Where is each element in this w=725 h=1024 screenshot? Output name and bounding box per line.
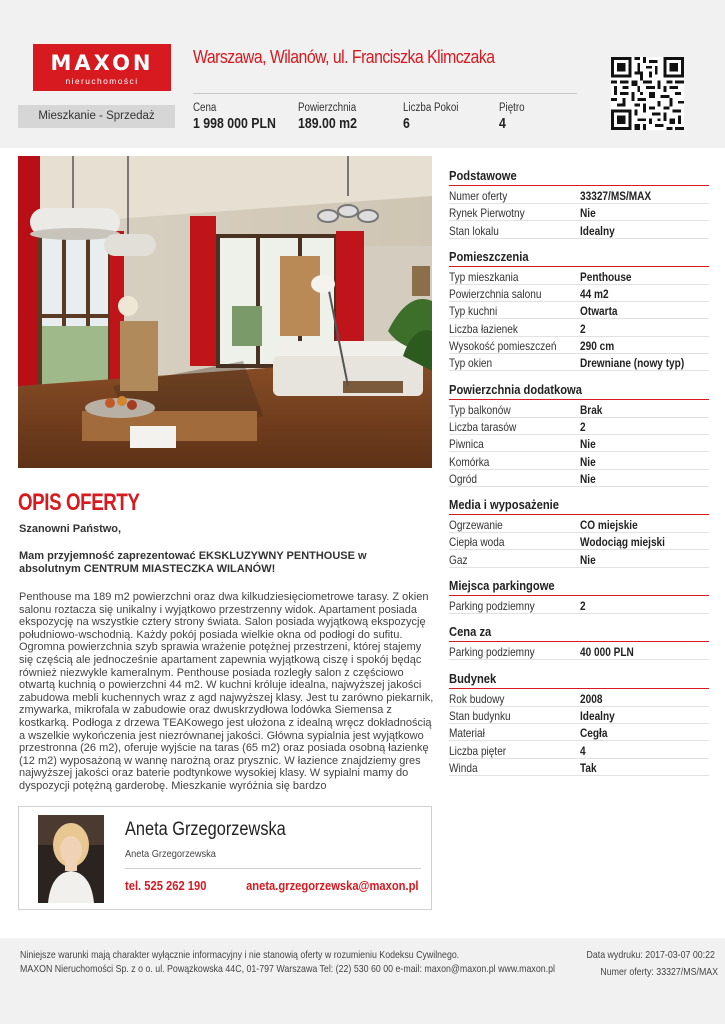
logo-wordmark: MAXON (50, 51, 154, 75)
stat-label: Liczba Pokoi (403, 102, 459, 114)
detail-row (449, 516, 709, 533)
detail-label: Liczba tarasów (449, 419, 517, 434)
detail-label: Typ balkonów (449, 402, 511, 417)
detail-row (449, 354, 709, 371)
detail-label: Komórka (449, 454, 490, 469)
detail-label: Rynek Pierwotny (449, 206, 525, 221)
detail-label: Liczba łazienek (449, 321, 518, 336)
detail-value: Drewniane (nowy typ) (580, 356, 685, 371)
agent-subtitle: Aneta Grzegorzewska (125, 848, 216, 860)
section-title: Budynek (449, 670, 497, 686)
detail-label: Powierzchnia salonu (449, 287, 542, 302)
qr-code-icon (611, 57, 684, 130)
detail-value: CO miejskie (580, 518, 638, 533)
description-greeting: Szanowni Państwo, (19, 523, 122, 535)
detail-row (449, 418, 709, 435)
detail-value: Tak (580, 760, 597, 775)
section-divider (449, 641, 709, 642)
detail-value: Nie (580, 454, 596, 469)
stat-value: 189.00 m2 (298, 116, 357, 132)
detail-row (449, 285, 709, 302)
property-details (449, 168, 709, 776)
section-title: Miejsca parkingowe (449, 578, 555, 594)
detail-value: Brak (580, 402, 603, 417)
detail-row (449, 551, 709, 568)
footer-disclaimer: Niniejsze warunki mają charakter wyłącznie informacyjny i nie stanowią oferty w rozumieniu Kodeksu Cywilnego. (20, 949, 460, 961)
stat-rooms (403, 102, 468, 132)
row-divider (449, 659, 709, 660)
detail-label: Numer oferty (449, 189, 508, 203)
detail-value: 33327/MS/MAX (580, 189, 652, 203)
detail-row (449, 643, 709, 660)
stat-price (193, 102, 291, 132)
detail-row (449, 337, 709, 354)
detail-label: Typ mieszkania (449, 269, 519, 284)
row-divider (449, 775, 709, 776)
detail-row (449, 187, 709, 204)
detail-value: Otwarta (580, 304, 618, 319)
footer-company-info: MAXON Nieruchomości Sp. z o o. ul. Powązkowska 44C, 01-797 Warszawa Tel: (22) 530 60 00 e-mail: maxon@maxon.pl www.maxon.pl (20, 963, 555, 975)
section-title: Podstawowe (449, 168, 517, 183)
listing-address: Warszawa, Wilanów, ul. Franciszka Klimczaka (193, 47, 495, 67)
detail-row (449, 707, 709, 724)
stat-label: Cena (193, 102, 217, 114)
detail-row (449, 320, 709, 337)
detail-row (449, 222, 709, 239)
property-photo[interactable] (18, 156, 432, 468)
maxon-logo[interactable] (33, 44, 171, 91)
detail-label: Materiał (449, 726, 485, 741)
row-divider (449, 613, 709, 614)
logo-tagline: nieruchomości (65, 76, 139, 86)
section-title: Media i wyposażenie (449, 497, 559, 513)
listing-type-tag: Mieszkanie - Sprzedaż (18, 105, 175, 128)
description-intro: Mam przyjemność zaprezentować EKSKLUZYWNY PENTHOUSE w absolutnym CENTRUM MIASTECZKA WILANÓW! (19, 550, 367, 575)
stat-floor (499, 102, 529, 132)
section-divider (449, 185, 709, 186)
header-divider (193, 93, 577, 94)
detail-row (449, 268, 709, 285)
detail-row (449, 724, 709, 741)
detail-value: 40 000 PLN (580, 645, 634, 660)
detail-value: 2 (580, 419, 586, 434)
detail-row (449, 453, 709, 470)
detail-value: 290 cm (580, 339, 615, 354)
agent-divider (125, 868, 421, 869)
section-title: Powierzchnia dodatkowa (449, 381, 582, 397)
detail-row (449, 401, 709, 418)
detail-row (449, 533, 709, 550)
detail-label: Piwnica (449, 437, 484, 452)
stat-value: 1 998 000 PLN (193, 116, 276, 132)
detail-value: Nie (580, 437, 596, 452)
section-title: Pomieszczenia (449, 248, 529, 264)
detail-value: Nie (580, 471, 596, 486)
stat-label: Powierzchnia (298, 102, 357, 114)
detail-value: 2 (580, 599, 586, 614)
detail-value: Wodociąg miejski (580, 535, 665, 550)
row-divider (449, 486, 709, 487)
detail-value: Idealny (580, 708, 615, 723)
detail-row (449, 435, 709, 452)
agent-phone-link[interactable]: tel. 525 262 190 (125, 878, 207, 893)
detail-value: 4 (580, 743, 586, 758)
detail-value: Cegła (580, 726, 608, 741)
detail-label: Parking podziemny (449, 645, 535, 660)
detail-label: Ciepła woda (449, 535, 505, 550)
detail-row (449, 302, 709, 319)
detail-label: Gaz (449, 552, 468, 567)
detail-value: Nie (580, 552, 596, 567)
detail-label: Ogrzewanie (449, 518, 503, 533)
detail-row (449, 470, 709, 487)
stat-label: Piętro (499, 102, 525, 114)
detail-label: Parking podziemny (449, 599, 535, 614)
detail-value: 44 m2 (580, 287, 609, 302)
description-title: OPIS OFERTY (18, 489, 140, 516)
stat-value: 6 (403, 116, 410, 132)
detail-value: Nie (580, 206, 596, 221)
section-divider (449, 595, 709, 596)
detail-row (449, 690, 709, 707)
detail-label: Winda (449, 760, 478, 775)
detail-label: Stan budynku (449, 708, 511, 723)
description-body: Penthouse ma 189 m2 powierzchni oraz dwa kilkudziesięciometrowe tarasy. Z okien salonu roztacza się unikalny i wyjątkowo przestrzenny widok. Apartament posiada ekspozycję na wszystkie cztery strony świata. Salon posiada wyjątkową ekspozycję południowo-wschodnią. Każdy pokój posiada wielkie okna od podłogi do sufitu. Ogromna powierzchnia szyb sprawia wrażenie potężnej przestrzeni, której stajemy się częścią ale jednocześnie apartament zapewnia wyjątkową ciszę i spokój będąc również niezwykle kameralnym. Penthouse posiada rozległy salon z częściowo otwartą kuchnią o powierzchni 44 m2. W kuchni króluje idealna, najwyższej jakości zabudowa mebli kuchennych wraz z agd najwyższej klasy. Jest tu zarówno piekarnik, zmywarka, mikrofala w zabudowie oraz dwuskrzydłowa lodówka Siemensa z kostkarką. Podłoga z drzewa TEAKowego jest ułożona z idealną wręcz dokładnością a wszelkie wykończenia jest niezrównanej jakości. Główna sypialnia jest wyjątkowo przestronna (26 m2), oferuje wyjście na taras (65 m2) oraz posiada osobną łazienkę (12 m2) wyposażoną w wannę narożną oraz prysznic. W łazience znajdziemy gres najwyższej jakości oraz baterie podtynkowe wysokiej klasy. W sypialni mamy do dyspozycji potężną garderobę. Mieszkanie wyróżnia się bardzo (19, 591, 434, 792)
row-divider (449, 567, 709, 568)
detail-label: Rok budowy (449, 691, 505, 706)
section-title: Cena za (449, 624, 492, 640)
agent-card (18, 806, 432, 910)
row-divider (449, 370, 709, 371)
detail-label: Wysokość pomieszczeń (449, 339, 557, 354)
detail-label: Typ kuchni (449, 304, 498, 319)
detail-label: Typ okien (449, 356, 493, 371)
stat-value: 4 (499, 116, 506, 132)
section-divider (449, 514, 709, 515)
detail-row (449, 759, 709, 776)
section-divider (449, 688, 709, 689)
section-divider (449, 399, 709, 400)
stat-area (298, 102, 367, 132)
detail-row (449, 204, 709, 221)
detail-value: 2 (580, 321, 586, 336)
detail-label: Ogród (449, 471, 478, 486)
footer (0, 938, 725, 1024)
footer-print-date: Data wydruku: 2017-03-07 00:22 (586, 949, 715, 961)
detail-row (449, 742, 709, 759)
section-divider (449, 266, 709, 267)
detail-value: Penthouse (580, 269, 632, 284)
detail-value: 2008 (580, 691, 603, 706)
agent-name: Aneta Grzegorzewska (125, 819, 286, 840)
footer-offer-number: Numer oferty: 33327/MS/MAX (600, 966, 718, 978)
detail-value: Idealny (580, 223, 615, 238)
detail-label: Stan lokalu (449, 223, 499, 238)
detail-row (449, 597, 709, 614)
agent-email-link[interactable]: aneta.grzegorzewska@maxon.pl (246, 878, 419, 893)
row-divider (449, 238, 709, 239)
agent-avatar (38, 815, 104, 903)
detail-label: Liczba pięter (449, 743, 507, 758)
